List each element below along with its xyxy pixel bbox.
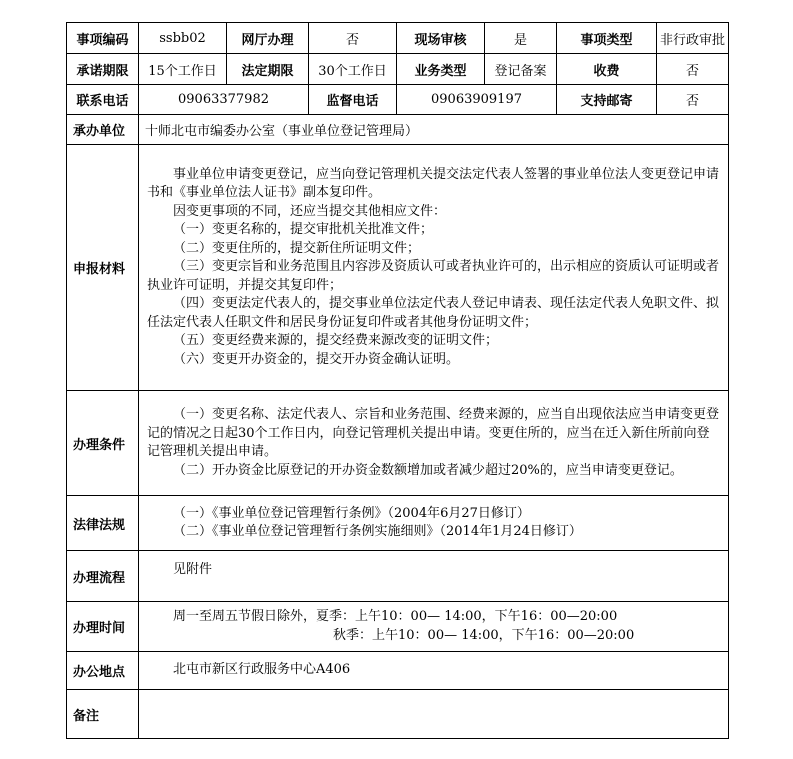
promise-period-label: 承诺期限 <box>67 54 139 85</box>
business-type-value: 登记备案 <box>485 54 557 85</box>
materials-line: （六）变更开办资金的，提交开办资金确认证明。 <box>173 351 460 367</box>
mail-support-label: 支持邮寄 <box>557 85 657 115</box>
supervise-phone-label: 监督电话 <box>309 85 397 115</box>
hours-label: 办理时间 <box>67 602 139 652</box>
remarks-row <box>67 690 729 739</box>
materials-line: （一）变更名称的，提交审批机关批准文件； <box>173 222 434 238</box>
mail-support-value: 否 <box>657 85 729 115</box>
hours-line-summer: 周一至周五节假日除外，夏季：上午10：00— 14:00，下午16：00—20:00 <box>173 609 618 624</box>
contact-phone-label: 联系电话 <box>67 85 139 115</box>
handler-value: 十师北屯市编委办公室（事业单位登记管理局） <box>139 115 729 145</box>
materials-line: 因变更事项的不同，还应当提交其他相应文件： <box>173 203 447 219</box>
materials-line: （三）变更宗旨和业务范围且内容涉及资质认可或者执业许可的，出示相应的资质认可证明或者执业许可证明，并提交其复印件； <box>147 259 720 293</box>
process-cell <box>139 551 729 602</box>
laws-content <box>139 496 729 551</box>
conditions-label: 办理条件 <box>67 391 139 496</box>
remarks-label: 备注 <box>67 690 139 739</box>
remarks-value <box>139 690 729 739</box>
location-value: 北屯市新区行政服务中心A406 <box>173 662 351 678</box>
item-code-label: 事项编码 <box>67 23 139 54</box>
item-code-value: ssbb02 <box>139 23 227 54</box>
conditions-row <box>67 391 729 496</box>
promise-period-value: 15个工作日 <box>139 54 227 85</box>
info-row-3 <box>67 85 729 115</box>
online-label: 网厅办理 <box>227 23 309 54</box>
fee-value: 否 <box>657 54 729 85</box>
business-type-label: 业务类型 <box>397 54 485 85</box>
location-label: 办公地点 <box>67 652 139 690</box>
handler-row <box>67 115 729 145</box>
materials-label: 申报材料 <box>67 145 139 391</box>
materials-row <box>67 145 729 391</box>
laws-label: 法律法规 <box>67 496 139 551</box>
handler-label: 承办单位 <box>67 115 139 145</box>
laws-line: （一）《事业单位登记管理暂行条例》（2004年6月27日修订） <box>173 505 530 521</box>
process-label: 办理流程 <box>67 551 139 602</box>
onsite-label: 现场审核 <box>397 23 485 54</box>
hours-line-autumn: 秋季：上午10：00— 14:00，下午16：00—20:00 <box>333 627 635 643</box>
hours-row <box>67 602 729 652</box>
conditions-line: （一）变更名称、法定代表人、宗旨和业务范围、经费来源的，应当自出现依法应当申请变更登记的情况之日起30个工作日内，向登记管理机关提出申请。变更住所的，应当在迁入新住所前向登记管理机关提出申请。 <box>147 407 720 459</box>
materials-content <box>139 145 729 391</box>
materials-line: （二）变更住所的，提交新住所证明文件； <box>173 240 421 256</box>
laws-line: （二）《事业单位登记管理暂行条例实施细则》（2014年1月24日修订） <box>173 524 582 539</box>
info-row-1 <box>67 23 729 54</box>
supervise-phone-value: 09063909197 <box>397 85 557 115</box>
materials-line: 事业单位申请变更登记，应当向登记管理机关提交法定代表人签署的事业单位法人变更登记申请书和《事业单位法人证书》副本复印件。 <box>147 166 720 201</box>
conditions-line: （二）开办资金比原登记的开办资金数额增加或者减少超过20%的，应当申请变更登记。 <box>173 462 683 478</box>
legal-period-value: 30个工作日 <box>309 54 397 85</box>
contact-phone-value: 09063377982 <box>139 85 309 115</box>
fee-label: 收费 <box>557 54 657 85</box>
process-row <box>67 551 729 602</box>
laws-row <box>67 496 729 551</box>
info-row-2 <box>67 54 729 85</box>
item-type-value: 非行政审批 <box>657 23 729 54</box>
legal-period-label: 法定期限 <box>227 54 309 85</box>
service-item-table <box>66 22 729 739</box>
onsite-value: 是 <box>485 23 557 54</box>
online-value: 否 <box>309 23 397 54</box>
process-value: 见附件 <box>173 562 213 577</box>
materials-line: （五）变更经费来源的，提交经费来源改变的证明文件； <box>173 333 499 349</box>
conditions-content <box>139 391 729 496</box>
location-row <box>67 652 729 690</box>
item-type-label: 事项类型 <box>557 23 657 54</box>
location-cell <box>139 652 729 690</box>
materials-line: （四）变更法定代表人的，提交事业单位法定代表人登记申请表、现任法定代表人免职文件、拟任法定代表人任职文件和居民身份证复印件或者其他身份证明文件； <box>147 296 720 330</box>
hours-content <box>139 602 729 652</box>
